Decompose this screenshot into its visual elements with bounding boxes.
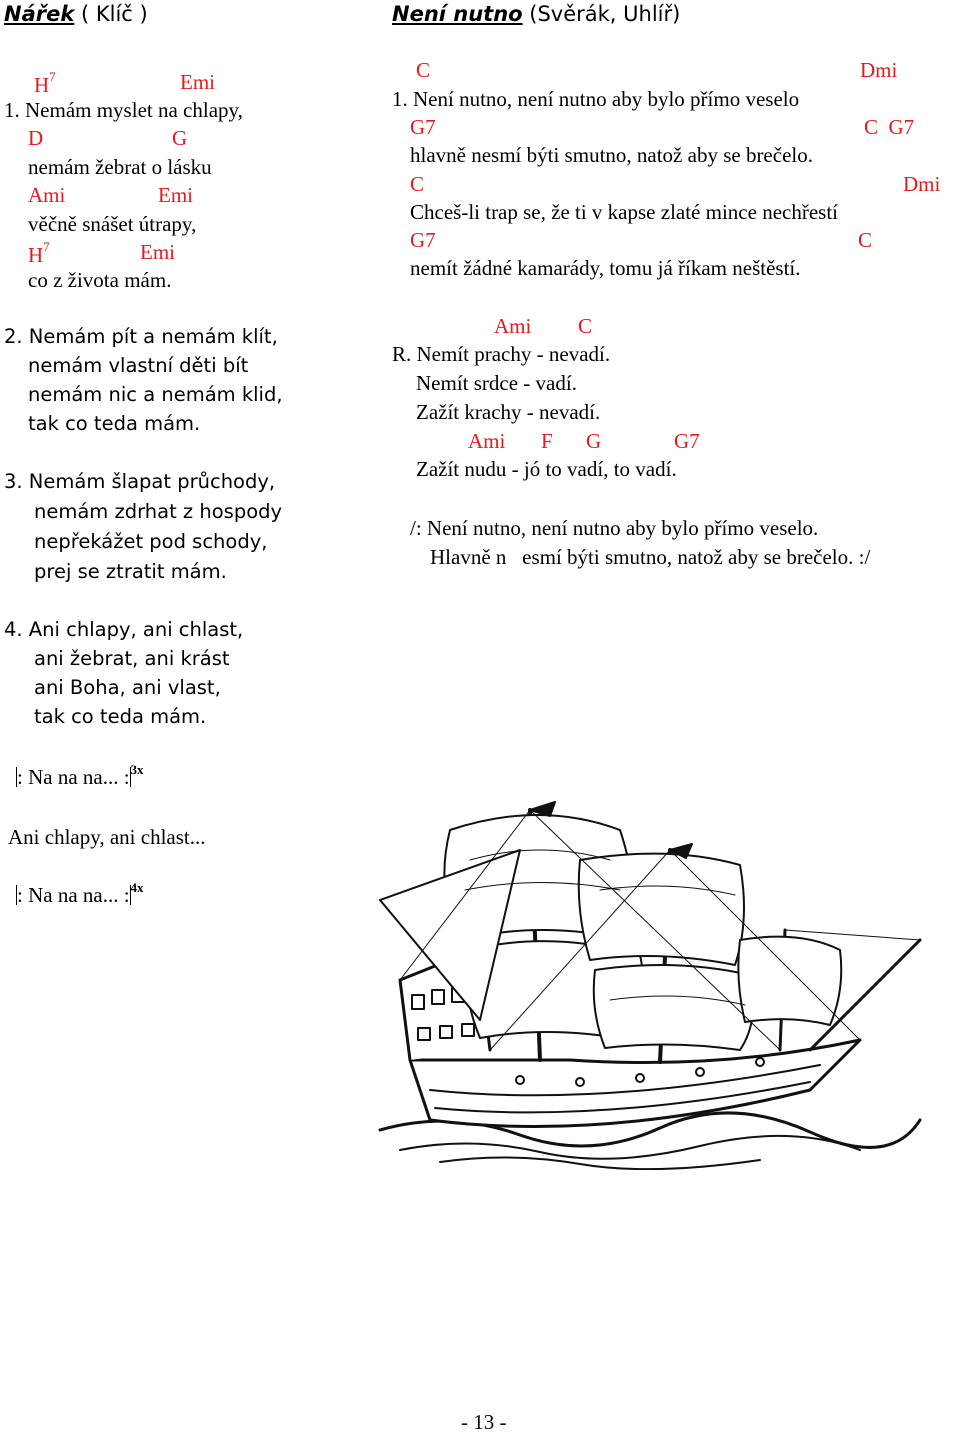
- chord-dmi: Dmi: [903, 172, 941, 196]
- page-number: - 13 -: [461, 1410, 507, 1434]
- verse2-line3: nemám nic a nemám klid,: [28, 383, 283, 406]
- chord-g7: G7: [410, 115, 436, 139]
- repeat-na-na-4x: : Na na na... :$^{4x}$: [17, 880, 144, 907]
- chorus-line1: R. Nemít prachy - nevadí.: [392, 342, 611, 366]
- verse3-line1: 3. Nemám šlapat průchody,: [4, 470, 276, 493]
- verse1-line4: co z života mám.: [28, 268, 172, 292]
- ending-line1: /: Není nutno, není nutno aby bylo přímo veselo.: [410, 516, 819, 540]
- verse2-line2: nemám vlastní děti bít: [28, 354, 249, 377]
- verse1-line1: 1. Nemám myslet na chlapy,: [4, 98, 243, 122]
- chord-c: C: [578, 314, 593, 338]
- chord-c: C: [410, 172, 425, 196]
- rverse1-line4: nemít žádné kamarády, tomu já říkam neštěstí.: [410, 256, 801, 280]
- chord-h7: $H^7$: [28, 239, 50, 267]
- right-song-title-line: [392, 2, 680, 26]
- verse1-line2: nemám žebrat o lásku: [28, 155, 212, 179]
- verse2-line4: tak co teda mám.: [28, 412, 201, 435]
- verse3-line4: prej se ztratit mám.: [34, 560, 227, 583]
- chord-c: C: [858, 228, 873, 252]
- chord-g: G: [586, 429, 602, 453]
- chorus-line3: Zažít krachy - nevadí.: [416, 400, 601, 424]
- chorus-line2: Nemít srdce - vadí.: [416, 371, 577, 395]
- verse2-line1: 2. Nemám pít a nemám klít,: [4, 325, 278, 348]
- verse4-line4: tak co teda mám.: [34, 705, 207, 728]
- rverse1-line3: Chceš-li trap se, že ti v kapse zlaté mince nechřestí: [410, 200, 838, 224]
- chord-g7: G7: [410, 228, 436, 252]
- bridge-line: Ani chlapy, ani chlast...: [8, 825, 206, 849]
- repeat-na-na-3x: : Na na na... :$^{3x}$: [17, 762, 144, 789]
- chord-emi: Emi: [140, 240, 175, 264]
- verse4-line1: 4. Ani chlapy, ani chlast,: [4, 618, 244, 641]
- verse1-line3: věčně snášet útrapy,: [28, 212, 197, 236]
- rverse1-line1: 1. Není nutno, není nutno aby bylo přímo veselo: [392, 87, 800, 111]
- chord-g7: G7: [674, 429, 700, 453]
- sailing-ship-illustration: [340, 790, 940, 1170]
- chord-ami: Ami: [28, 183, 66, 207]
- verse4-line3: ani Boha, ani vlast,: [34, 676, 221, 699]
- chord-h7: $H^7$: [34, 69, 56, 97]
- chord-d: D: [28, 126, 44, 150]
- verse3-line3: nepřekážet pod schody,: [34, 530, 268, 553]
- chord-emi: Emi: [158, 183, 193, 207]
- left-song-subtitle: ( Klíč ): [74, 2, 148, 26]
- chord-ami: Ami: [468, 429, 506, 453]
- verse4-line2: ani žebrat, ani krást: [34, 647, 230, 670]
- chord-emi: Emi: [180, 70, 215, 94]
- right-song-subtitle: (Svěrák, Uhlíř): [522, 2, 681, 26]
- right-song-title: Není nutno: [392, 2, 523, 26]
- verse3-line2: nemám zdrhat z hospody: [34, 500, 283, 523]
- ending-line2: Hlavně n esmí býti smutno, natož aby se brečelo. :/: [430, 545, 871, 569]
- chord-ami: Ami: [494, 314, 532, 338]
- chord-c-g7: C G7: [864, 115, 915, 139]
- chord-c: C: [416, 58, 431, 82]
- chord-f: F: [541, 429, 553, 453]
- chorus-line4: Zažít nudu - jó to vadí, to vadí.: [416, 457, 677, 481]
- chord-g: G: [172, 126, 188, 150]
- left-song-title-line: [4, 2, 148, 26]
- rverse1-line2: hlavně nesmí býti smutno, natož aby se brečelo.: [410, 143, 813, 167]
- left-song-title: Nářek: [4, 2, 75, 26]
- chord-dmi: Dmi: [860, 58, 898, 82]
